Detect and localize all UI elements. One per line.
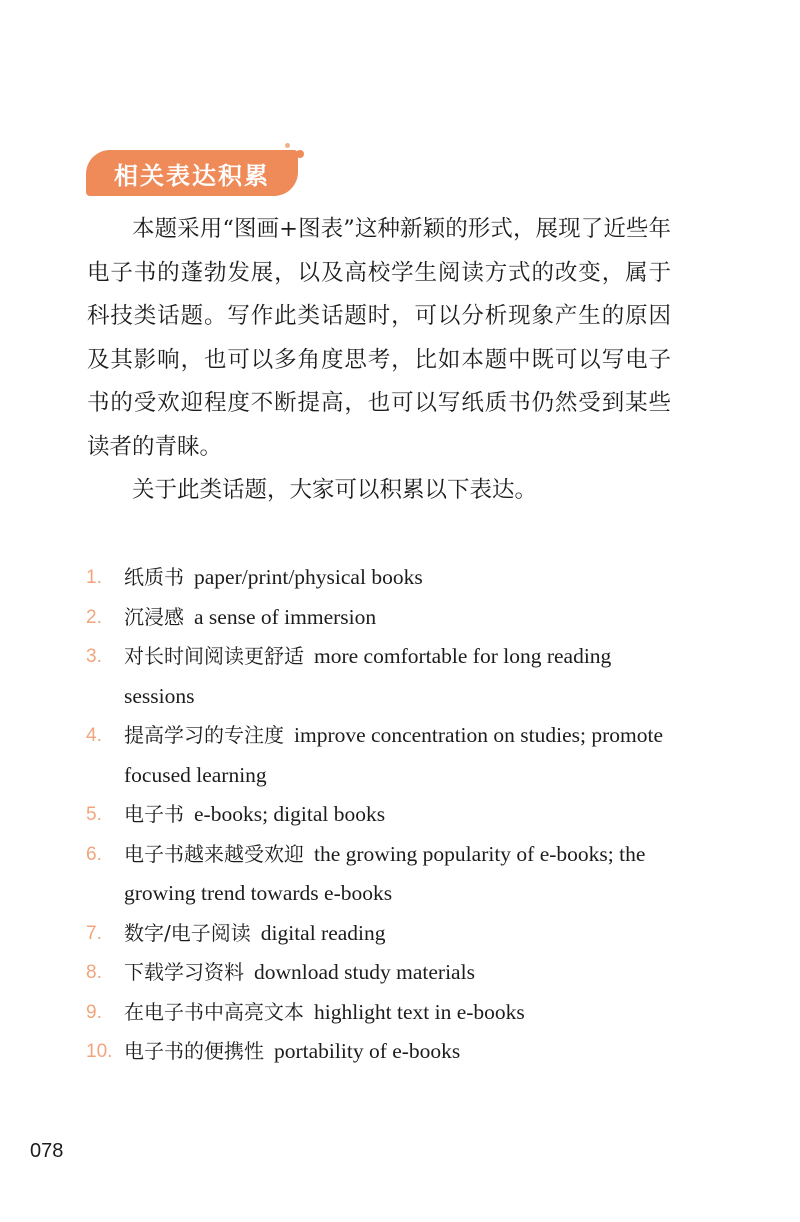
list-item (86, 1032, 686, 1072)
list-item (86, 835, 686, 914)
item-english: e-books; digital books (194, 802, 386, 826)
item-chinese: 在电子书中高亮文本 (124, 999, 304, 1024)
badge-decoration-dot (296, 150, 304, 158)
item-english: download study materials (254, 960, 475, 984)
item-number: 4. (86, 725, 102, 746)
item-english: the growing popularity of e-books; the growing trend towards e-books (124, 841, 646, 905)
item-english: improve concentration on studies; promote focused learning (124, 723, 663, 787)
intro-paragraph-2: 关于此类话题，大家可以积累以下表达。 (132, 477, 538, 503)
item-body (124, 637, 686, 716)
list-item (86, 914, 686, 954)
item-chinese: 电子书 (124, 802, 184, 826)
item-number: 2. (86, 606, 102, 628)
item-number: 10. (86, 1041, 113, 1062)
item-number: 1. (86, 567, 102, 588)
item-number: 8. (86, 962, 102, 983)
item-chinese: 数字/电子阅读 (124, 920, 251, 945)
item-chinese: 电子书的便携性 (124, 1039, 264, 1063)
item-number: 5. (86, 804, 102, 825)
item-english: paper/print/physical books (194, 565, 423, 589)
item-body (124, 993, 686, 1033)
list-item (86, 953, 686, 993)
list-item (86, 993, 686, 1033)
list-item (86, 795, 686, 835)
item-chinese: 提高学习的专注度 (124, 723, 284, 747)
section-title: 相关表达积累 (114, 161, 270, 190)
item-number: 6. (86, 843, 102, 865)
page-number: 078 (30, 1140, 64, 1162)
item-english: a sense of immersion (194, 604, 377, 629)
expression-list (86, 558, 686, 1072)
list-item (86, 598, 686, 638)
item-english: more comfortable for long reading sessions (124, 644, 612, 708)
item-number: 7. (86, 922, 102, 944)
list-item (86, 558, 686, 598)
list-item (86, 637, 686, 716)
item-body (124, 558, 686, 598)
item-chinese: 下载学习资料 (124, 960, 244, 984)
item-english: highlight text in e-books (314, 999, 525, 1024)
item-body (124, 953, 686, 993)
item-chinese: 对长时间阅读更舒适 (124, 644, 304, 668)
item-body (124, 795, 686, 835)
item-body (124, 716, 686, 795)
item-number: 9. (86, 1001, 102, 1023)
item-number: 3. (86, 646, 102, 667)
item-chinese: 纸质书 (124, 565, 184, 589)
item-english: portability of e-books (274, 1039, 461, 1063)
item-chinese: 沉浸感 (124, 604, 184, 629)
intro-text (87, 208, 671, 513)
section-header-badge (86, 150, 298, 196)
intro-paragraph-1: 本题采用“图画+图表”这种新颖的形式，展现了近些年电子书的蓬勃发展，以及高校学生阅读方式的改变，属于科技类话题。写作此类话题时，可以分析现象产生的原因及其影响，也可以多角度思考，比如本题中既可以写电子书的受欢迎程度不断提高，也可以写纸质书仍然受到某些读者的青睐。 (87, 216, 671, 460)
item-chinese: 电子书越来越受欢迎 (124, 841, 304, 866)
item-body (124, 914, 686, 954)
item-body (124, 1032, 686, 1072)
item-body (124, 835, 686, 914)
item-english: digital reading (260, 920, 386, 945)
badge-decoration-small-dot (285, 143, 290, 148)
list-item (86, 716, 686, 795)
item-body (124, 598, 686, 638)
